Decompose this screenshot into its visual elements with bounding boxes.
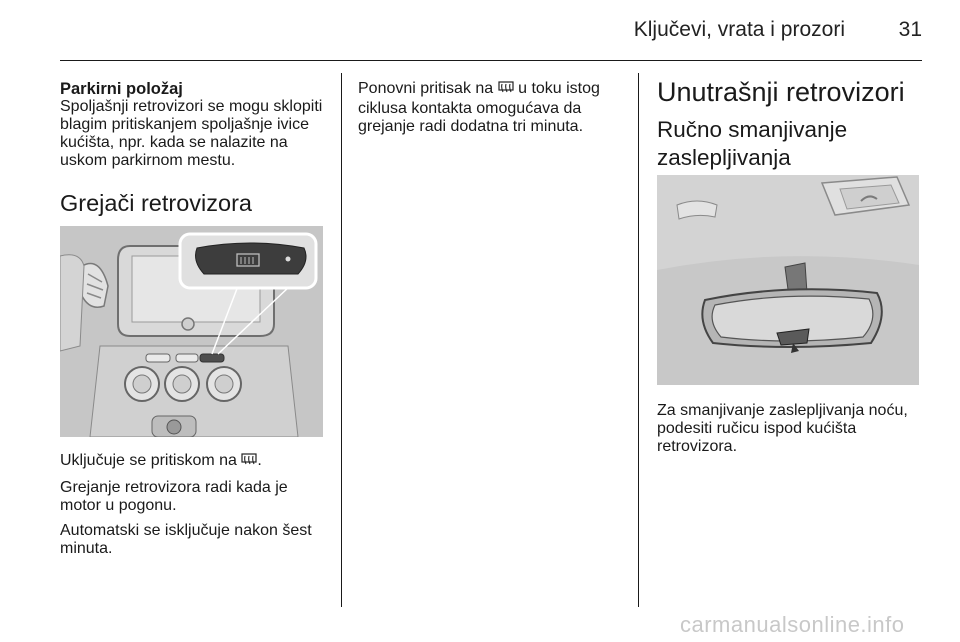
- dashboard-illustration: [60, 226, 323, 437]
- page-number: 31: [898, 18, 922, 41]
- column-1-lower: [60, 452, 330, 565]
- manual-antidazzle-heading: Ručno smanjivanje zaslepljivanja: [657, 117, 848, 170]
- column-3-lower: [657, 402, 927, 463]
- activate-suffix: .: [257, 452, 262, 469]
- rear-window-heater-icon: [498, 81, 514, 100]
- column-1: [60, 80, 330, 217]
- header-rule: [60, 60, 922, 61]
- manual-antidazzle-text: Za smanjivanje zaslepljivanja noću, podesiti ručicu ispod kućišta retrovizora.: [657, 402, 908, 455]
- auto-off-text: Automatski se isključuje nakon šest minuta.: [60, 522, 312, 557]
- watermark: carmanualsonline.info: [680, 612, 905, 637]
- rear-window-heater-icon: [241, 453, 257, 472]
- activate-paragraph: [60, 452, 330, 472]
- column-divider-right: [638, 73, 639, 607]
- interior-mirror-illustration: [657, 175, 919, 385]
- press-again-prefix: Ponovni pritisak na: [358, 80, 494, 97]
- dashboard-drawing: [60, 226, 323, 437]
- column-divider-left: [341, 73, 342, 607]
- interior-mirrors-heading: Unutrašnji retrovizori: [657, 77, 905, 107]
- column-3: [657, 76, 927, 172]
- press-again-paragraph: [358, 80, 628, 136]
- activate-text: Uključuje se pritiskom na: [60, 452, 237, 469]
- parking-heading: Parkirni položaj: [60, 80, 183, 98]
- heaters-heading: Grejači retrovizora: [60, 190, 252, 216]
- mirror-drawing: [657, 175, 919, 385]
- press-again-suffix: u toku istog ciklusa kontakta omogućava da grejanje radi dodatna tri minuta.: [358, 80, 600, 135]
- running-header-title: Ključevi, vrata i prozori: [633, 18, 845, 41]
- parking-text: Spoljašnji retrovizori se mogu sklopiti blagim pritiskanjem spoljašnje ivice kućišta, npr. kada se nalazite na uskom parkirnom mestu.: [60, 98, 323, 169]
- works-text: Grejanje retrovizora radi kada je motor u pogonu.: [60, 479, 288, 514]
- column-2: [358, 80, 628, 143]
